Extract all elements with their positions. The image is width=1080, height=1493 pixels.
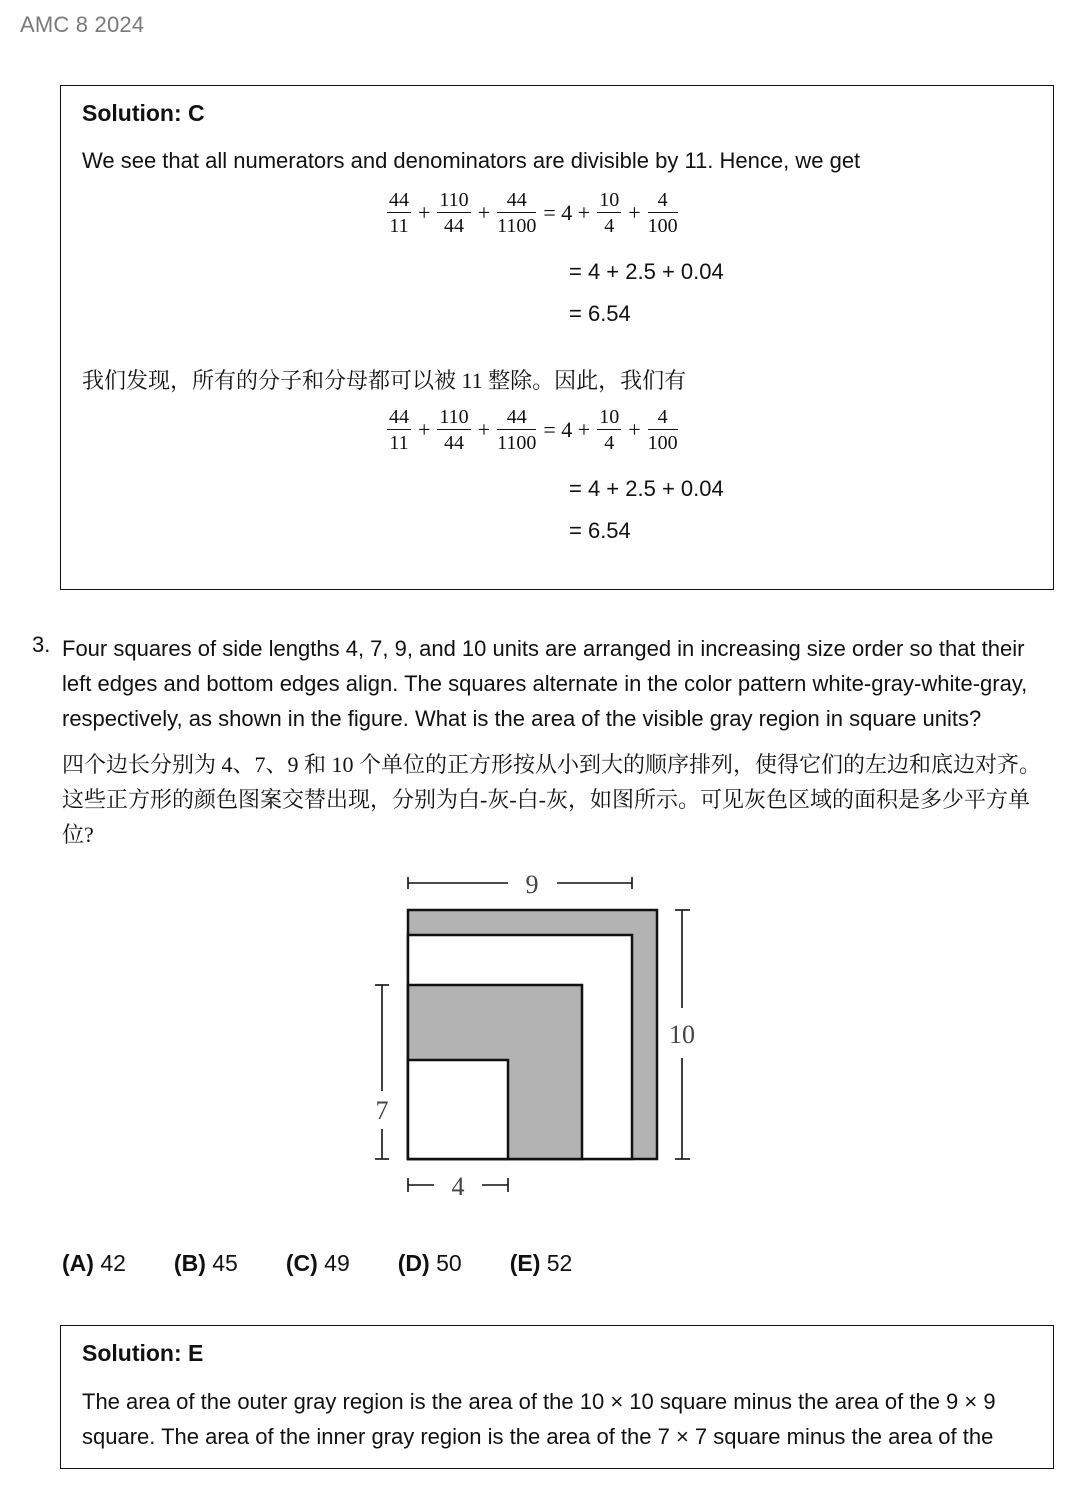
square-4-white — [408, 1060, 508, 1159]
solution-box-2 — [60, 1325, 1054, 1469]
solution-text-en: We see that all numerators and denominators are divisible by 11. Hence, we get — [82, 148, 861, 173]
equation-line-2: = 4 + 2.5 + 0.04 — [569, 259, 724, 284]
solution-box-1 — [60, 85, 1054, 590]
choice-e: (E) 52 — [509, 1250, 573, 1276]
dimension-label-7: 7 — [375, 1096, 389, 1125]
fraction: $\frac{10}{4}$ — [599, 406, 620, 454]
fraction: $\frac{110}{44}$ — [439, 189, 469, 237]
equation-line-2: = 4 + 2.5 + 0.04 — [569, 476, 724, 501]
choice-b: (B) 45 — [173, 1250, 238, 1276]
fraction: $\frac{10}{4}$ — [599, 189, 620, 237]
fraction: $\frac{44}{11}$ — [389, 189, 409, 237]
dimension-label-4: 4 — [451, 1172, 465, 1201]
fraction: $\frac{110}{44}$ — [439, 406, 469, 454]
choice-c: (C) 49 — [285, 1250, 350, 1276]
choice-a: (A) 42 — [62, 1250, 126, 1276]
fraction: $\frac{4}{100}$ — [647, 406, 678, 454]
fraction: $\frac{44}{1100}$ — [497, 189, 537, 237]
fraction-equation: $\frac{44}{11}$ + $\frac{110}{44}$ + $\frac{44}{1100}$ = 4 + $\frac{10}{4}$ + $\frac{4}{100}$ — [389, 406, 678, 454]
fraction: $\frac{44}{11}$ — [389, 406, 409, 454]
fraction-equation: $\frac{44}{11}$ + $\frac{110}{44}$ + $\frac{44}{1100}$ = 4 + $\frac{10}{4}$ + $\frac{4}{100}$ — [389, 189, 678, 237]
answer-choices — [62, 1250, 620, 1277]
page-header: AMC 8 2024 — [20, 12, 145, 37]
question-text-en: Four squares of side lengths 4, 7, 9, and 10 units are arranged in increasing size order so that their left edges and bottom edges align. The squares alternate in the color pattern white-gray-white-gray, respectively, as shown in the figure. What is the area of the visible gray region in square units? — [62, 636, 1028, 731]
solution-text: The area of the outer gray region is the area of the 10 × 10 square minus the area of the 9 × 9 square. The area of the inner gray region is the area of the 7 × 7 square minus the area of the — [82, 1389, 996, 1449]
choice-d: (D) 50 — [397, 1250, 462, 1276]
solution-title: Solution: E — [82, 1340, 204, 1366]
solution-text-zh: 我们发现，所有的分子和分母都可以被 11 整除。因此，我们有 — [82, 368, 687, 393]
fraction: $\frac{4}{100}$ — [647, 189, 678, 237]
squares-figure — [360, 862, 720, 1212]
equation-line-3: = 6.54 — [569, 518, 631, 543]
question-text-zh: 四个边长分别为 4、7、9 和 10 个单位的正方形按从小到大的顺序排列，使得它们的左边和底边对齐。这些正方形的颜色图案交替出现，分别为白-灰-白-灰，如图所示。可见灰色区域的面积是多少平方单位? — [62, 752, 1042, 847]
dimension-label-9: 9 — [525, 870, 539, 899]
fraction: $\frac{44}{1100}$ — [497, 406, 537, 454]
equation-line-3: = 6.54 — [569, 301, 631, 326]
dimension-label-10: 10 — [669, 1020, 695, 1049]
question-number: 3. — [32, 632, 51, 657]
solution-title: Solution: C — [82, 100, 205, 126]
